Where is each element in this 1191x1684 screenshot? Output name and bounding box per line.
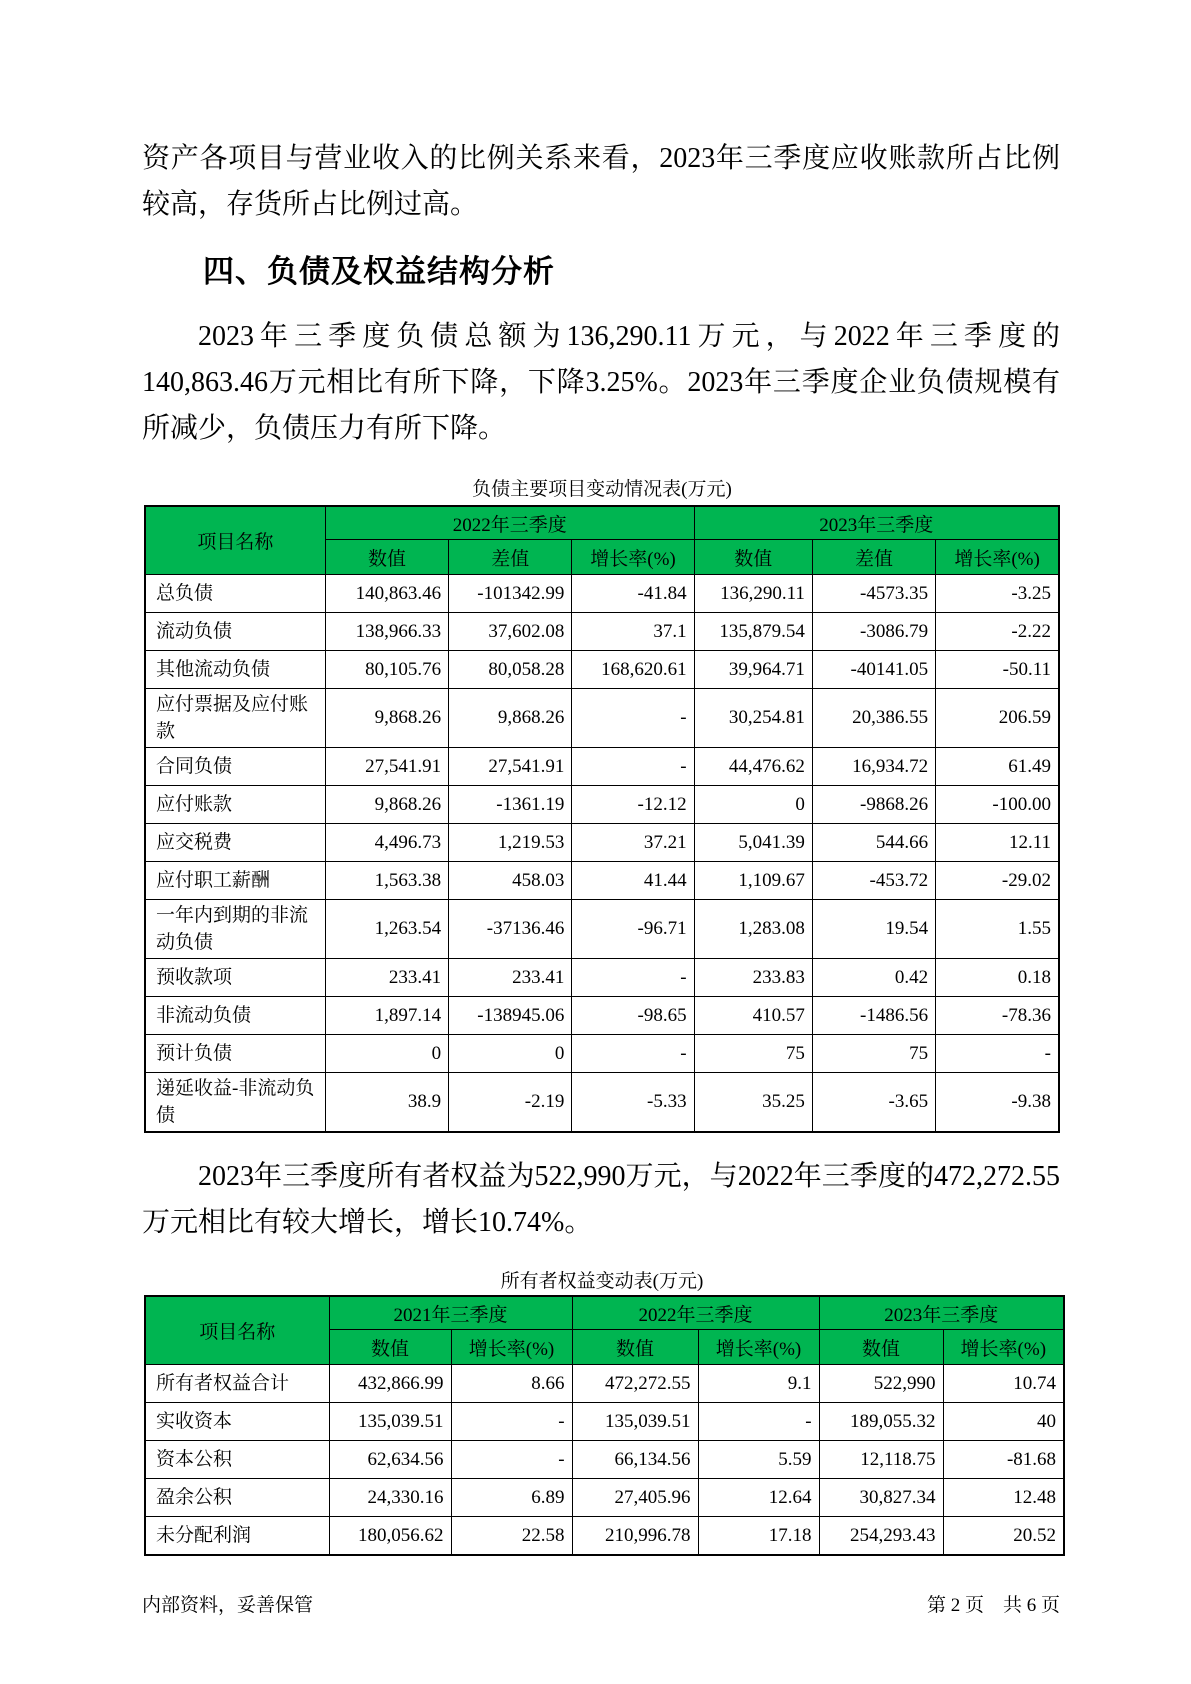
column-header-item-name: 项目名称	[145, 506, 325, 575]
cell-value: 30,827.34	[819, 1479, 943, 1517]
cell-value: 12.64	[698, 1479, 819, 1517]
cell-value: 37,602.08	[449, 613, 572, 651]
row-label: 资本公积	[145, 1441, 329, 1479]
cell-value: -	[572, 748, 694, 786]
table-row	[145, 824, 1059, 862]
footer-page-number: 第 2 页 共 6 页	[926, 1595, 1060, 1616]
cell-value: -	[572, 1035, 694, 1073]
cell-value: 8.66	[451, 1365, 572, 1403]
row-label: 非流动负债	[145, 997, 325, 1035]
column-header-growth: 增长率(%)	[936, 540, 1059, 575]
cell-value: -12.12	[572, 786, 694, 824]
cell-value: -41.84	[572, 575, 694, 613]
paragraph-asset-ratio: 资产各项目与营业收入的比例关系来看，2023年三季度应收账款所占比例较高，存货所占比例过高。	[142, 143, 1060, 220]
cell-value: -40141.05	[812, 651, 935, 689]
section-heading: 四、负债及权益结构分析	[203, 254, 555, 289]
equity-table-year-header-row	[145, 1296, 1064, 1330]
cell-value: -2.19	[449, 1073, 572, 1133]
cell-value: 135,039.51	[572, 1403, 698, 1441]
equity-table-title: 所有者权益变动表(万元)	[500, 1271, 704, 1292]
cell-value: -9868.26	[812, 786, 935, 824]
cell-value: 0.18	[936, 959, 1059, 997]
cell-value: 9.1	[698, 1365, 819, 1403]
cell-value: 66,134.56	[572, 1441, 698, 1479]
cell-value: -453.72	[812, 862, 935, 900]
cell-value: 189,055.32	[819, 1403, 943, 1441]
cell-value: -37136.46	[449, 900, 572, 959]
row-label: 应付职工薪酬	[145, 862, 325, 900]
cell-value: 0	[694, 786, 812, 824]
cell-value: 206.59	[936, 689, 1059, 748]
cell-value: 17.18	[698, 1517, 819, 1556]
cell-value: 20.52	[943, 1517, 1064, 1556]
debt-table-year-header-row	[145, 506, 1059, 540]
cell-value: 4,496.73	[325, 824, 448, 862]
cell-value: 80,058.28	[449, 651, 572, 689]
column-header-value: 数值	[325, 540, 448, 575]
row-label: 总负债	[145, 575, 325, 613]
cell-value: 233.41	[449, 959, 572, 997]
table-row	[145, 1441, 1064, 1479]
table-row	[145, 959, 1059, 997]
cell-value: 27,541.91	[449, 748, 572, 786]
cell-value: 12.48	[943, 1479, 1064, 1517]
cell-value: -96.71	[572, 900, 694, 959]
cell-value: 24,330.16	[329, 1479, 451, 1517]
table-row	[145, 689, 1059, 748]
cell-value: 180,056.62	[329, 1517, 451, 1556]
cell-value: 0	[449, 1035, 572, 1073]
column-header-value: 数值	[572, 1330, 698, 1365]
cell-value: -1361.19	[449, 786, 572, 824]
year-group-2022: 2022年三季度	[325, 506, 694, 540]
cell-value: 1,563.38	[325, 862, 448, 900]
row-label: 流动负债	[145, 613, 325, 651]
column-header-growth: 增长率(%)	[572, 540, 694, 575]
cell-value: 27,541.91	[325, 748, 448, 786]
cell-value: 37.21	[572, 824, 694, 862]
cell-value: 410.57	[694, 997, 812, 1035]
cell-value: -	[572, 689, 694, 748]
table-row	[145, 575, 1059, 613]
cell-value: -2.22	[936, 613, 1059, 651]
cell-value: 140,863.46	[325, 575, 448, 613]
cell-value: 1,283.08	[694, 900, 812, 959]
cell-value: -3086.79	[812, 613, 935, 651]
row-label: 未分配利润	[145, 1517, 329, 1556]
row-label: 递延收益-非流动负债	[145, 1073, 325, 1133]
cell-value: -	[698, 1403, 819, 1441]
cell-value: -9.38	[936, 1073, 1059, 1133]
column-header-diff: 差值	[449, 540, 572, 575]
cell-value: -78.36	[936, 997, 1059, 1035]
cell-value: 35.25	[694, 1073, 812, 1133]
table-row	[145, 1365, 1064, 1403]
table-row	[145, 748, 1059, 786]
cell-value: 12,118.75	[819, 1441, 943, 1479]
paragraph-equity-summary: 2023年三季度所有者权益为522,990万元，与2022年三季度的472,272.55万元相比有较大增长，增长10.74%。	[142, 1161, 1060, 1238]
cell-value: 27,405.96	[572, 1479, 698, 1517]
cell-value: -4573.35	[812, 575, 935, 613]
cell-value: 12.11	[936, 824, 1059, 862]
cell-value: 19.54	[812, 900, 935, 959]
year-group-2021: 2021年三季度	[329, 1296, 572, 1330]
column-header-value: 数值	[694, 540, 812, 575]
column-header-growth: 增长率(%)	[451, 1330, 572, 1365]
cell-value: -29.02	[936, 862, 1059, 900]
cell-value: 5.59	[698, 1441, 819, 1479]
cell-value: -1486.56	[812, 997, 935, 1035]
cell-value: 44,476.62	[694, 748, 812, 786]
table-row	[145, 786, 1059, 824]
cell-value: 41.44	[572, 862, 694, 900]
cell-value: -98.65	[572, 997, 694, 1035]
page-footer	[142, 1590, 1060, 1617]
cell-value: 80,105.76	[325, 651, 448, 689]
cell-value: 40	[943, 1403, 1064, 1441]
cell-value: 37.1	[572, 613, 694, 651]
cell-value: 1.55	[936, 900, 1059, 959]
row-label: 应交税费	[145, 824, 325, 862]
footer-confidential-note: 内部资料，妥善保管	[142, 1595, 314, 1616]
cell-value: 0.42	[812, 959, 935, 997]
cell-value: -	[451, 1403, 572, 1441]
cell-value: -138945.06	[449, 997, 572, 1035]
row-label: 预计负债	[145, 1035, 325, 1073]
cell-value: -	[451, 1441, 572, 1479]
row-label: 盈余公积	[145, 1479, 329, 1517]
cell-value: 233.41	[325, 959, 448, 997]
year-group-2023: 2023年三季度	[819, 1296, 1064, 1330]
equity-table	[144, 1295, 1065, 1556]
cell-value: -5.33	[572, 1073, 694, 1133]
table-row	[145, 651, 1059, 689]
cell-value: 75	[812, 1035, 935, 1073]
cell-value: 135,039.51	[329, 1403, 451, 1441]
cell-value: 432,866.99	[329, 1365, 451, 1403]
cell-value: 6.89	[451, 1479, 572, 1517]
cell-value: 1,109.67	[694, 862, 812, 900]
row-label: 所有者权益合计	[145, 1365, 329, 1403]
cell-value: 38.9	[325, 1073, 448, 1133]
cell-value: -81.68	[943, 1441, 1064, 1479]
cell-value: 9,868.26	[449, 689, 572, 748]
cell-value: 5,041.39	[694, 824, 812, 862]
cell-value: 61.49	[936, 748, 1059, 786]
column-header-diff: 差值	[812, 540, 935, 575]
cell-value: -	[572, 959, 694, 997]
cell-value: 1,897.14	[325, 997, 448, 1035]
cell-value: 20,386.55	[812, 689, 935, 748]
cell-value: 168,620.61	[572, 651, 694, 689]
cell-value: 39,964.71	[694, 651, 812, 689]
cell-value: 62,634.56	[329, 1441, 451, 1479]
cell-value: -	[936, 1035, 1059, 1073]
row-label: 其他流动负债	[145, 651, 325, 689]
row-label: 一年内到期的非流动负债	[145, 900, 325, 959]
debt-table	[144, 505, 1060, 1133]
row-label: 应付账款	[145, 786, 325, 824]
cell-value: 1,219.53	[449, 824, 572, 862]
cell-value: 210,996.78	[572, 1517, 698, 1556]
cell-value: 16,934.72	[812, 748, 935, 786]
table-row	[145, 613, 1059, 651]
cell-value: 136,290.11	[694, 575, 812, 613]
cell-value: 472,272.55	[572, 1365, 698, 1403]
row-label: 合同负债	[145, 748, 325, 786]
cell-value: 22.58	[451, 1517, 572, 1556]
column-header-item-name: 项目名称	[145, 1296, 329, 1365]
paragraph-debt-summary: 2023年三季度负债总额为136,290.11万元，与2022年三季度的140,863.46万元相比有所下降，下降3.25%。2023年三季度企业负债规模有所减少，负债压力有所下降。	[142, 321, 1060, 444]
table-row	[145, 1035, 1059, 1073]
cell-value: -100.00	[936, 786, 1059, 824]
year-group-2023: 2023年三季度	[694, 506, 1059, 540]
cell-value: 458.03	[449, 862, 572, 900]
cell-value: 544.66	[812, 824, 935, 862]
row-label: 预收款项	[145, 959, 325, 997]
cell-value: 254,293.43	[819, 1517, 943, 1556]
cell-value: 9,868.26	[325, 689, 448, 748]
row-label: 实收资本	[145, 1403, 329, 1441]
cell-value: 138,966.33	[325, 613, 448, 651]
table-row	[145, 900, 1059, 959]
column-header-growth: 增长率(%)	[943, 1330, 1064, 1365]
column-header-growth: 增长率(%)	[698, 1330, 819, 1365]
table-row	[145, 997, 1059, 1035]
table-row	[145, 862, 1059, 900]
cell-value: 10.74	[943, 1365, 1064, 1403]
cell-value: 30,254.81	[694, 689, 812, 748]
row-label: 应付票据及应付账款	[145, 689, 325, 748]
column-header-value: 数值	[329, 1330, 451, 1365]
table-row	[145, 1479, 1064, 1517]
cell-value: 75	[694, 1035, 812, 1073]
column-header-value: 数值	[819, 1330, 943, 1365]
cell-value: -50.11	[936, 651, 1059, 689]
cell-value: 1,263.54	[325, 900, 448, 959]
table-row	[145, 1073, 1059, 1133]
table-row	[145, 1403, 1064, 1441]
cell-value: 233.83	[694, 959, 812, 997]
year-group-2022: 2022年三季度	[572, 1296, 819, 1330]
cell-value: 522,990	[819, 1365, 943, 1403]
table-row	[145, 1517, 1064, 1556]
cell-value: 135,879.54	[694, 613, 812, 651]
debt-table-title: 负债主要项目变动情况表(万元)	[472, 479, 732, 500]
cell-value: -3.65	[812, 1073, 935, 1133]
cell-value: 9,868.26	[325, 786, 448, 824]
cell-value: 0	[325, 1035, 448, 1073]
cell-value: -3.25	[936, 575, 1059, 613]
cell-value: -101342.99	[449, 575, 572, 613]
